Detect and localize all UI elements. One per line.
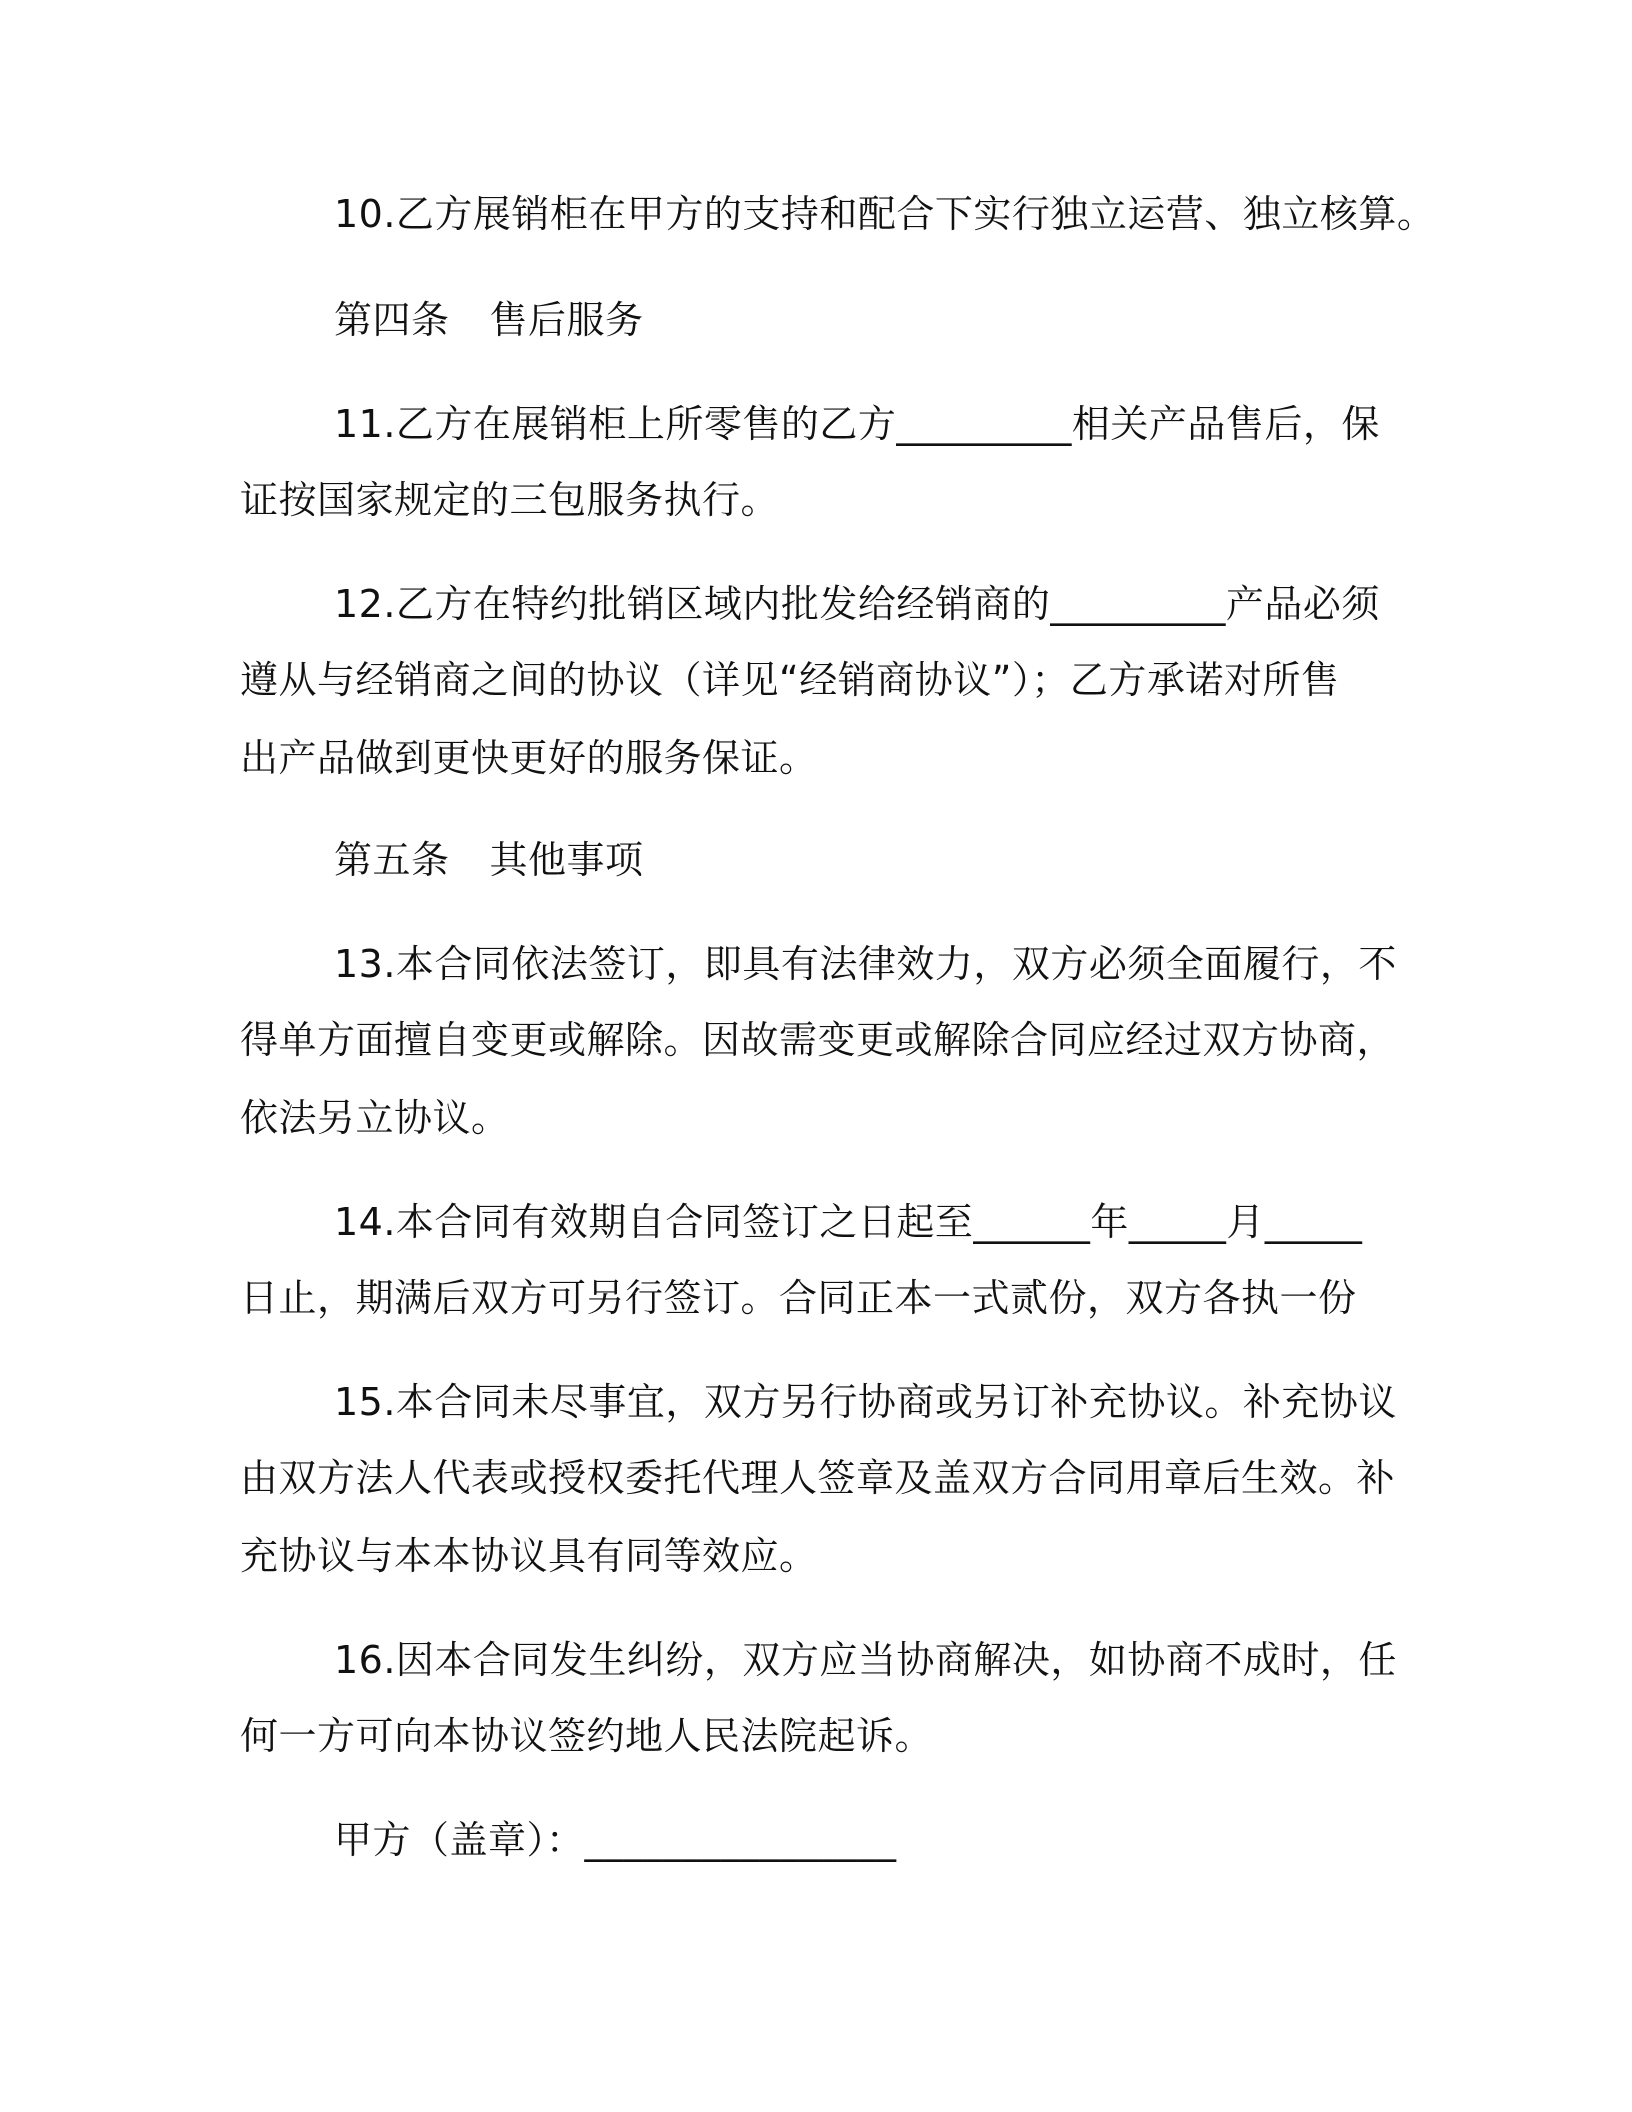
article-5-heading — [334, 836, 644, 884]
clause-13-line-3: 依法另立协议。 — [240, 1096, 510, 1140]
article-5-title: 其他事项 — [489, 838, 644, 882]
article-5-number: 第五条 — [334, 838, 450, 882]
article-4-title: 售后服务 — [489, 298, 644, 342]
clause-15-line-1: 15.本合同未尽事宜，双方另行协商或另订补充协议。补充协议 — [334, 1380, 1397, 1424]
clause-11-line-1: 11.乙方在展销柜上所零售的乙方_________相关产品售后，保 — [334, 402, 1380, 446]
article-4-number: 第四条 — [334, 298, 450, 342]
clause-16-line-1: 16.因本合同发生纠纷，双方应当协商解决，如协商不成时，任 — [334, 1638, 1397, 1682]
clause-13-line-1: 13.本合同依法签订，即具有法律效力，双方必须全面履行，不 — [334, 942, 1397, 986]
clause-13-line-2: 得单方面擅自变更或解除。因故需变更或解除合同应经过双方协商， — [240, 1018, 1396, 1062]
clause-12-line-2: 遵从与经销商之间的协议（详见“经销商协议”）；乙方承诺对所售 — [240, 658, 1340, 702]
clause-12-line-3: 出产品做到更快更好的服务保证。 — [240, 736, 818, 780]
article-4-heading — [334, 296, 644, 344]
clause-14-line-1: 14.本合同有效期自合同签订之日起至______年_____月_____ — [334, 1200, 1363, 1244]
clause-12-line-1: 12.乙方在特约批销区域内批发给经销商的_________产品必须 — [334, 582, 1380, 626]
clause-11-line-2: 证按国家规定的三包服务执行。 — [240, 478, 780, 522]
clause-14-line-2: 日止，期满后双方可另行签订。合同正本一式贰份，双方各执一份 — [240, 1276, 1357, 1320]
clause-15-line-2: 由双方法人代表或授权委托代理人签章及盖双方合同用章后生效。补 — [240, 1456, 1396, 1500]
clause-10: 10.乙方展销柜在甲方的支持和配合下实行独立运营、独立核算。 — [334, 192, 1436, 236]
party-a-signature-line: 甲方（盖章）：________________ — [334, 1818, 897, 1862]
clause-16-line-2: 何一方可向本协议签约地人民法院起诉。 — [240, 1714, 934, 1758]
clause-15-line-3: 充协议与本本协议具有同等效应。 — [240, 1534, 818, 1578]
